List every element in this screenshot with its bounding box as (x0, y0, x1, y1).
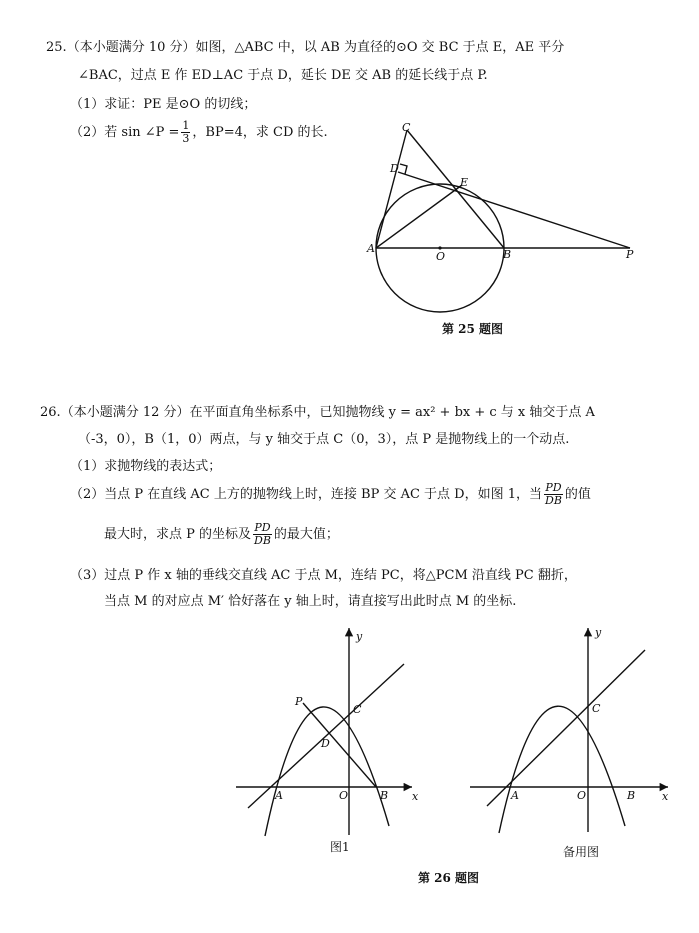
label-d: D (390, 162, 399, 175)
fig1-label-b: B (380, 789, 389, 802)
q26-part2-line1 (70, 482, 591, 507)
label-o: O (436, 250, 446, 263)
q26-statement-1: （本小题满分 12 分）在平面直角坐标系中，已知抛物线 y = ax² + bx + c 与 x 轴交于点 A (60, 405, 595, 420)
fig1-parabola (265, 707, 389, 836)
q25-figure-caption: 第 25 题图 (442, 322, 504, 336)
fig2-label-o: O (577, 789, 587, 802)
q26-fraction-1-num: PD (545, 481, 562, 494)
fig1-label-a: A (275, 789, 283, 802)
fig1-label-c: C (353, 703, 362, 716)
label-c: C (402, 121, 411, 134)
fig2-label-a: A (511, 789, 519, 802)
q25-statement-1: （本小题满分 10 分）如图，△ABC 中，以 AB 为直径的⊙O 交 BC 于点 E，AE 平分 (66, 40, 565, 55)
label-p: P (626, 248, 634, 261)
q25-figure (360, 120, 660, 320)
q26-number: 26. (40, 405, 61, 420)
q26-part3-line1: （3）过点 P 作 x 轴的垂线交直线 AC 于点 M，连结 PC，将△PCM 沿直线 PC 翻折， (70, 568, 577, 583)
q26-fig2-caption: 备用图 (563, 845, 600, 859)
q26-fig1-caption: 图1 (330, 840, 350, 854)
line-ae (376, 185, 462, 248)
line-ac (376, 130, 407, 248)
q26-part2-text-a: （2）当点 P 在直线 AC 上方的抛物线上时，连接 BP 交 AC 于点 D，如图 1，当 (70, 487, 543, 502)
label-a: A (367, 242, 375, 255)
fig2-parabola (499, 706, 625, 833)
q25-part1: （1）求证：PE 是⊙O 的切线； (70, 97, 257, 112)
q26-statement-2: （-3，0），B（1，0）两点，与 y 轴交于点 C（0，3），点 P 是抛物线上的一个动点. (78, 432, 570, 447)
q26-fraction-1 (544, 482, 563, 507)
fig1-label-x: x (412, 790, 419, 803)
fig1-label-o: O (339, 789, 349, 802)
q25-number: 25. (46, 40, 67, 55)
fig2-label-y: y (595, 626, 602, 639)
q25-fraction-den: 3 (182, 132, 190, 145)
q26-fraction-2 (253, 522, 272, 547)
q26-fraction-1-den: DB (545, 494, 562, 507)
label-e: E (460, 176, 469, 189)
q26-part2-line2 (104, 522, 339, 547)
q26-figure-caption: 第 26 题图 (418, 871, 480, 885)
fig2-label-x: x (662, 790, 669, 803)
fig2-label-b: B (627, 789, 636, 802)
fig1-label-d: D (321, 737, 330, 750)
q25-part2 (70, 120, 328, 145)
q26-figure-1 (230, 620, 430, 840)
q26-fraction-2-den: DB (254, 534, 271, 547)
q26-figure-2 (465, 620, 680, 840)
q26-line1 (40, 405, 595, 421)
fig2-label-c: C (592, 702, 601, 715)
q25-fraction-num: 1 (182, 119, 190, 132)
fig1-label-p: P (295, 695, 303, 708)
fig1-label-y: y (356, 630, 363, 643)
q25-statement-2: ∠BAC，过点 E 作 ED⊥AC 于点 D，延长 DE 交 AB 的延长线于点 P. (78, 68, 488, 83)
q26-part2-text-b: 的值 (564, 487, 591, 502)
fig1-line-pb (303, 703, 376, 787)
q26-part2-text-c: 最大时，求点 P 的坐标及 (104, 527, 252, 542)
q26-part3-line2: 当点 M 的对应点 M′ 恰好落在 y 轴上时，请直接写出此时点 M 的坐标. (104, 594, 517, 609)
q25-part2-text-b: ，BP=4，求 CD 的长. (192, 125, 328, 140)
label-b: B (503, 248, 512, 261)
q26-part2-text-d: 的最大值； (273, 527, 339, 542)
q26-part1: （1）求抛物线的表达式； (70, 459, 222, 474)
q25-part2-text-a: （2）若 sin ∠P = (70, 125, 180, 140)
q26-fraction-2-num: PD (254, 521, 271, 534)
line-dp (398, 172, 630, 248)
q25-line1 (46, 40, 564, 56)
q25-fraction (181, 120, 190, 145)
fig2-line-ac (487, 650, 645, 806)
